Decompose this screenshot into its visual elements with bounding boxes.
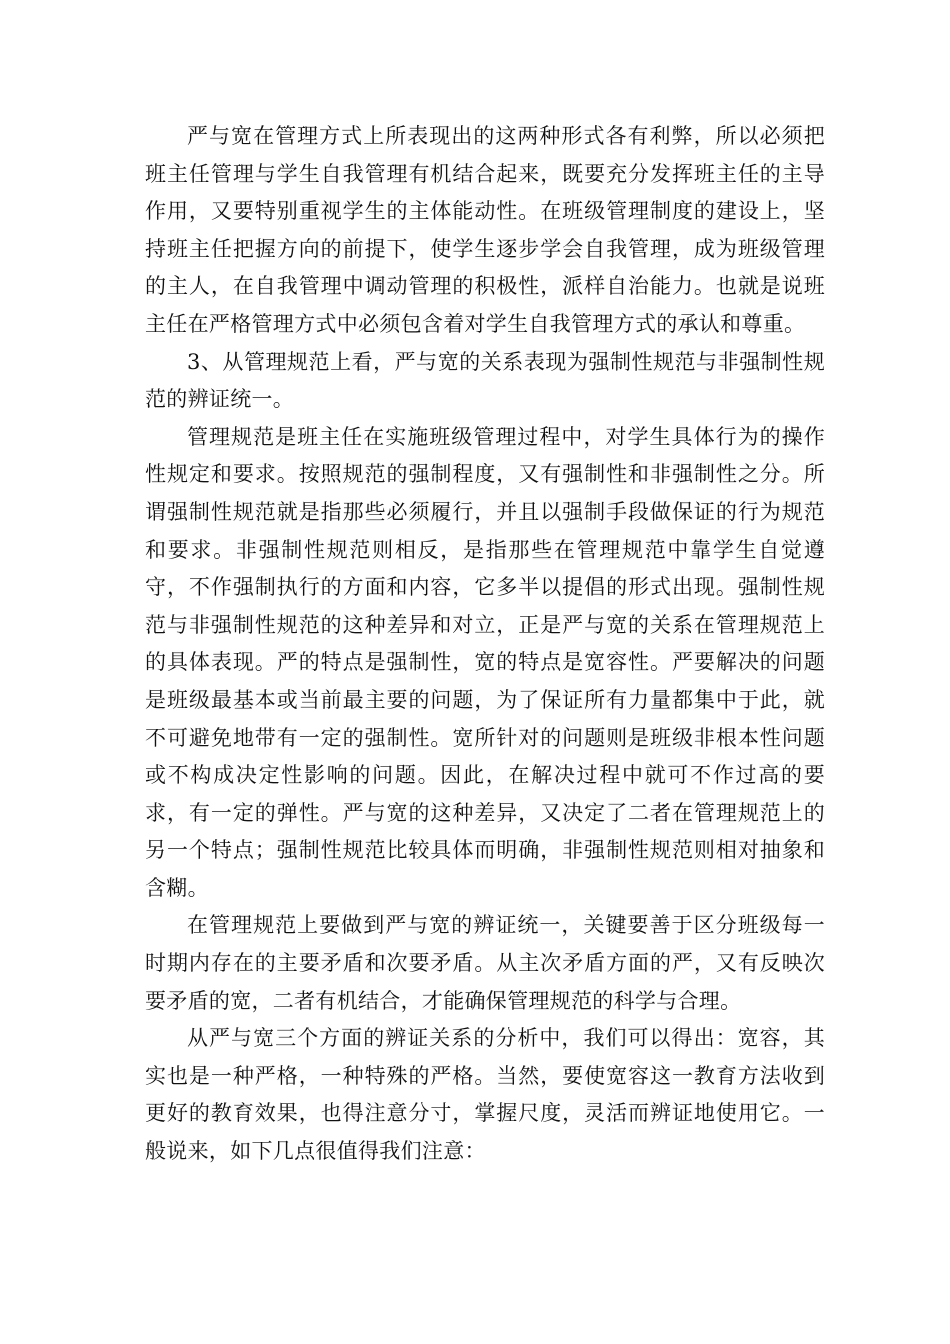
paragraph-2: 3、从管理规范上看，严与宽的关系表现为强制性规范与非强制性规范的辨证统一。 <box>145 349 825 412</box>
document-body <box>145 118 825 1171</box>
paragraph-4: 在管理规范上要做到严与宽的辨证统一，关键要善于区分班级每一时期内存在的主要矛盾和次要矛盾。从主次矛盾方面的严，又有反映次要矛盾的宽，二者有机结合，才能确保管理规范的科学与合理。 <box>145 913 825 1013</box>
paragraph-3: 管理规范是班主任在实施班级管理过程中，对学生具体行为的操作性规定和要求。按照规范的强制程度，又有强制性和非强制性之分。所谓强制性规范就是指那些必须履行，并且以强制手段做保证的行为规范和要求。非强制性规范则相反，是指那些在管理规范中靠学生自觉遵守，不作强制执行的方面和内容，它多半以提倡的形式出现。强制性规范与非强制性规范的这种差异和对立，正是严与宽的关系在管理规范上的具体表现。严的特点是强制性，宽的特点是宽容性。严要解决的问题是班级最基本或当前最主要的问题，为了保证所有力量都集中于此，就不可避免地带有一定的强制性。宽所针对的问题则是班级非根本性问题或不构成决定性影响的问题。因此，在解决过程中就可不作过高的要求，有一定的弹性。严与宽的这种差异，又决定了二者在管理规范上的另一个特点；强制性规范比较具体而明确，非强制性规范则相对抽象和含糊。 <box>145 424 825 900</box>
paragraph-5: 从严与宽三个方面的辨证关系的分析中，我们可以得出：宽容，其实也是一种严格，一种特殊的严格。当然，要使宽容这一教育方法收到更好的教育效果，也得注意分寸，掌握尺度，灵活而辨证地使用它。一般说来，如下几点很值得我们注意： <box>145 1026 825 1164</box>
paragraph-1: 严与宽在管理方式上所表现出的这两种形式各有利弊，所以必须把班主任管理与学生自我管理有机结合起来，既要充分发挥班主任的主导作用，又要特别重视学生的主体能动性。在班级管理制度的建设上，坚持班主任把握方向的前提下，使学生逐步学会自我管理，成为班级管理的主人，在自我管理中调动管理的积极性，派样自治能力。也就是说班主任在严格管理方式中必须包含着对学生自我管理方式的承认和尊重。 <box>145 124 825 336</box>
